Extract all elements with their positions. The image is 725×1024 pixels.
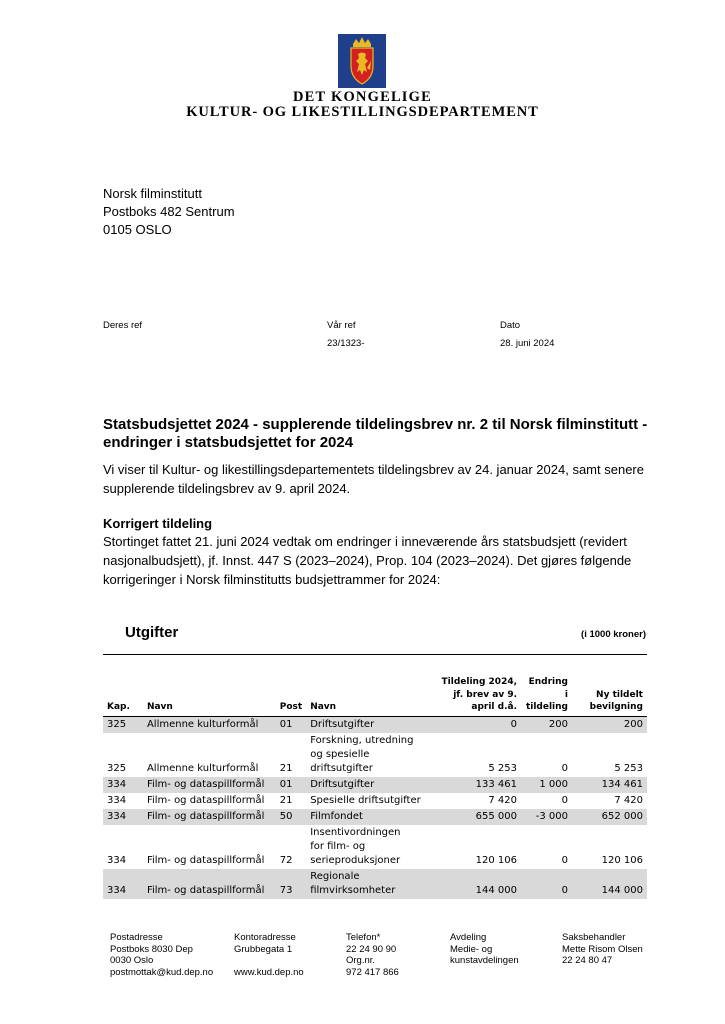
cell-navn: Film- og dataspillformål — [143, 809, 276, 825]
footer-street: Grubbegata 1 — [234, 943, 293, 955]
cell-ny: 200 — [572, 716, 647, 733]
cell-ny: 120 106 — [601, 854, 643, 866]
table-row — [103, 869, 647, 899]
deres-ref-label: Deres ref — [103, 320, 143, 331]
table-unit: (i 1000 kroner) — [581, 629, 646, 640]
footer-kontoradresse-label: Kontoradresse — [234, 932, 296, 943]
var-ref-value: 23/1323- — [327, 338, 365, 349]
letter-intro: Vi viser til Kultur- og likestillingsdepartementets tildelingsbrev av 24. januar 2024, samt senere supplerende tildelingsbrev av 9. april 2024. — [103, 462, 644, 496]
cell-tildeling: 144 000 — [431, 869, 521, 899]
cell-endring: 200 — [521, 716, 572, 733]
cell-post-navn: Regionale filmvirksomheter — [306, 869, 431, 899]
cell-endring: 0 — [561, 854, 568, 866]
cell-post: 01 — [276, 777, 306, 793]
footer-postcode: 0030 Oslo — [110, 955, 154, 966]
royal-coat-of-arms-icon — [338, 34, 386, 88]
cell-navn: Film- og dataspillformål — [143, 777, 276, 793]
col-post: Post — [276, 676, 306, 716]
cell-post: 21 — [279, 794, 293, 806]
cell-post-navn: Driftsutgifter — [306, 777, 431, 793]
var-ref-label: Vår ref — [327, 320, 356, 331]
recipient-address — [103, 185, 235, 239]
cell-ny: 134 461 — [572, 777, 647, 793]
cell-post-navn: Insentivordningen for film- og serieproduksjoner — [310, 826, 401, 866]
cell-kap: 325 — [103, 716, 143, 733]
footer-email: postmottak@kud.dep.no — [110, 966, 214, 978]
cell-ny: 144 000 — [572, 869, 647, 899]
footer-saksbehandler-name: Mette Risom Olsen — [562, 943, 643, 955]
cell-tildeling: 133 461 — [431, 777, 521, 793]
col-post-navn: Navn — [306, 676, 431, 716]
footer-telefon-label: Telefon* — [346, 932, 381, 943]
footer-avdeling-label: Avdeling — [450, 932, 487, 943]
cell-post-navn: Filmfondet — [306, 809, 431, 825]
heading-rule — [103, 654, 647, 655]
col-tildeling-line1: Tildeling 2024, — [441, 677, 518, 687]
footer-avdeling-line2: kunstavdelingen — [450, 955, 519, 966]
cell-endring: 1 000 — [521, 777, 572, 793]
cell-post: 21 — [279, 762, 293, 774]
cell-kap: 334 — [107, 854, 127, 866]
cell-post: 72 — [279, 854, 293, 866]
cell-ny: 7 420 — [614, 794, 643, 806]
cell-navn: Film- og dataspillformål — [146, 854, 265, 866]
col-kap: Kap. — [103, 676, 143, 716]
cell-tildeling: 0 — [431, 716, 521, 733]
table-header-row — [103, 676, 647, 716]
footer-telefon — [346, 932, 399, 978]
col-ny — [572, 676, 647, 716]
cell-ny: 5 253 — [614, 762, 643, 774]
cell-post-navn: Forskning, utredning og spesielle driftsutgifter — [310, 734, 414, 774]
footer-postadresse — [110, 932, 213, 978]
footer-orgnr-label: Org.nr. — [346, 955, 376, 966]
col-tildeling — [431, 676, 521, 716]
table-row — [103, 793, 647, 809]
table-row — [103, 809, 647, 825]
recipient-postbox: Postboks 482 Sentrum — [103, 204, 235, 219]
col-endring-line1: Endring i — [528, 677, 568, 700]
cell-tildeling: 5 253 — [488, 762, 518, 774]
cell-ny: 652 000 — [572, 809, 647, 825]
col-endring-line2: tildeling — [525, 702, 568, 712]
table-heading: Utgifter — [125, 624, 179, 641]
cell-kap: 334 — [107, 794, 127, 806]
cell-endring: 0 — [561, 794, 568, 806]
col-tildeling-line3: april d.å. — [471, 702, 518, 712]
table-row — [103, 777, 647, 793]
table-row — [103, 825, 647, 869]
col-navn: Navn — [143, 676, 276, 716]
cell-navn: Film- og dataspillformål — [146, 794, 265, 806]
cell-post: 01 — [276, 716, 306, 733]
cell-kap: 334 — [103, 869, 143, 899]
cell-endring: 0 — [521, 869, 572, 899]
department-name-line1: DET KONGELIGE — [292, 89, 433, 105]
recipient-city: 0105 OSLO — [103, 222, 172, 237]
col-endring — [521, 676, 572, 716]
cell-endring: -3 000 — [521, 809, 572, 825]
footer-spacer — [234, 955, 304, 967]
cell-post-navn: Driftsutgifter — [306, 716, 431, 733]
cell-navn: Film- og dataspillformål — [143, 869, 276, 899]
cell-tildeling: 120 106 — [475, 854, 518, 866]
footer-website: www.kud.dep.no — [234, 966, 304, 978]
letter-title: Statsbudsjettet 2024 - supplerende tildelingsbrev nr. 2 til Norsk filminstitutt - endringer i statsbudsjettet for 2024 — [103, 416, 648, 451]
dato-label: Dato — [500, 320, 521, 331]
footer-saksbehandler-label: Saksbehandler — [562, 932, 626, 943]
table-row — [103, 716, 647, 733]
cell-endring: 0 — [561, 762, 568, 774]
col-ny-line2: bevilgning — [589, 702, 643, 712]
cell-kap: 334 — [103, 809, 143, 825]
recipient-name: Norsk filminstitutt — [103, 186, 202, 201]
cell-navn: Allmenne kulturformål — [146, 762, 259, 774]
footer-postadresse-label: Postadresse — [110, 932, 163, 943]
dato-value: 28. juni 2024 — [500, 338, 555, 349]
footer-avdeling — [450, 932, 519, 967]
table-row — [103, 733, 647, 777]
cell-kap: 325 — [107, 762, 127, 774]
cell-tildeling: 7 420 — [488, 794, 518, 806]
footer-saksbehandler — [562, 932, 643, 967]
col-tildeling-line2: jf. brev av 9. — [453, 689, 518, 700]
section-text: Stortinget fattet 21. juni 2024 vedtak om endringer i inneværende års statsbudsjett (revidert nasjonalbudsjett), jf. Innst. 447 S (2023–2024), Prop. 104 (2023–2024). Det gjøres følgende korrigeringer i Norsk filminstitutts budsjettrammer for 2024: — [103, 534, 632, 587]
cell-post: 50 — [276, 809, 306, 825]
cell-navn: Allmenne kulturformål — [143, 716, 276, 733]
cell-kap: 334 — [103, 777, 143, 793]
footer-saksbehandler-phone: 22 24 80 47 — [562, 955, 613, 966]
department-name-line2: KULTUR- OG LIKESTILLINGSDEPARTEMENT — [186, 104, 539, 120]
col-ny-line1: Ny tildelt — [596, 689, 643, 700]
budget-table — [103, 676, 647, 899]
cell-post-navn: Spesielle driftsutgifter — [310, 794, 421, 806]
footer-orgnr: 972 417 866 — [346, 966, 399, 978]
cell-tildeling: 655 000 — [431, 809, 521, 825]
footer-postbox: Postboks 8030 Dep — [110, 943, 193, 955]
footer-avdeling-line1: Medie- og — [450, 943, 493, 955]
section-heading: Korrigert tildeling — [103, 516, 213, 531]
footer-telefon-number: 22 24 90 90 — [346, 943, 397, 955]
footer-kontoradresse — [234, 932, 304, 978]
cell-post: 73 — [276, 869, 306, 899]
